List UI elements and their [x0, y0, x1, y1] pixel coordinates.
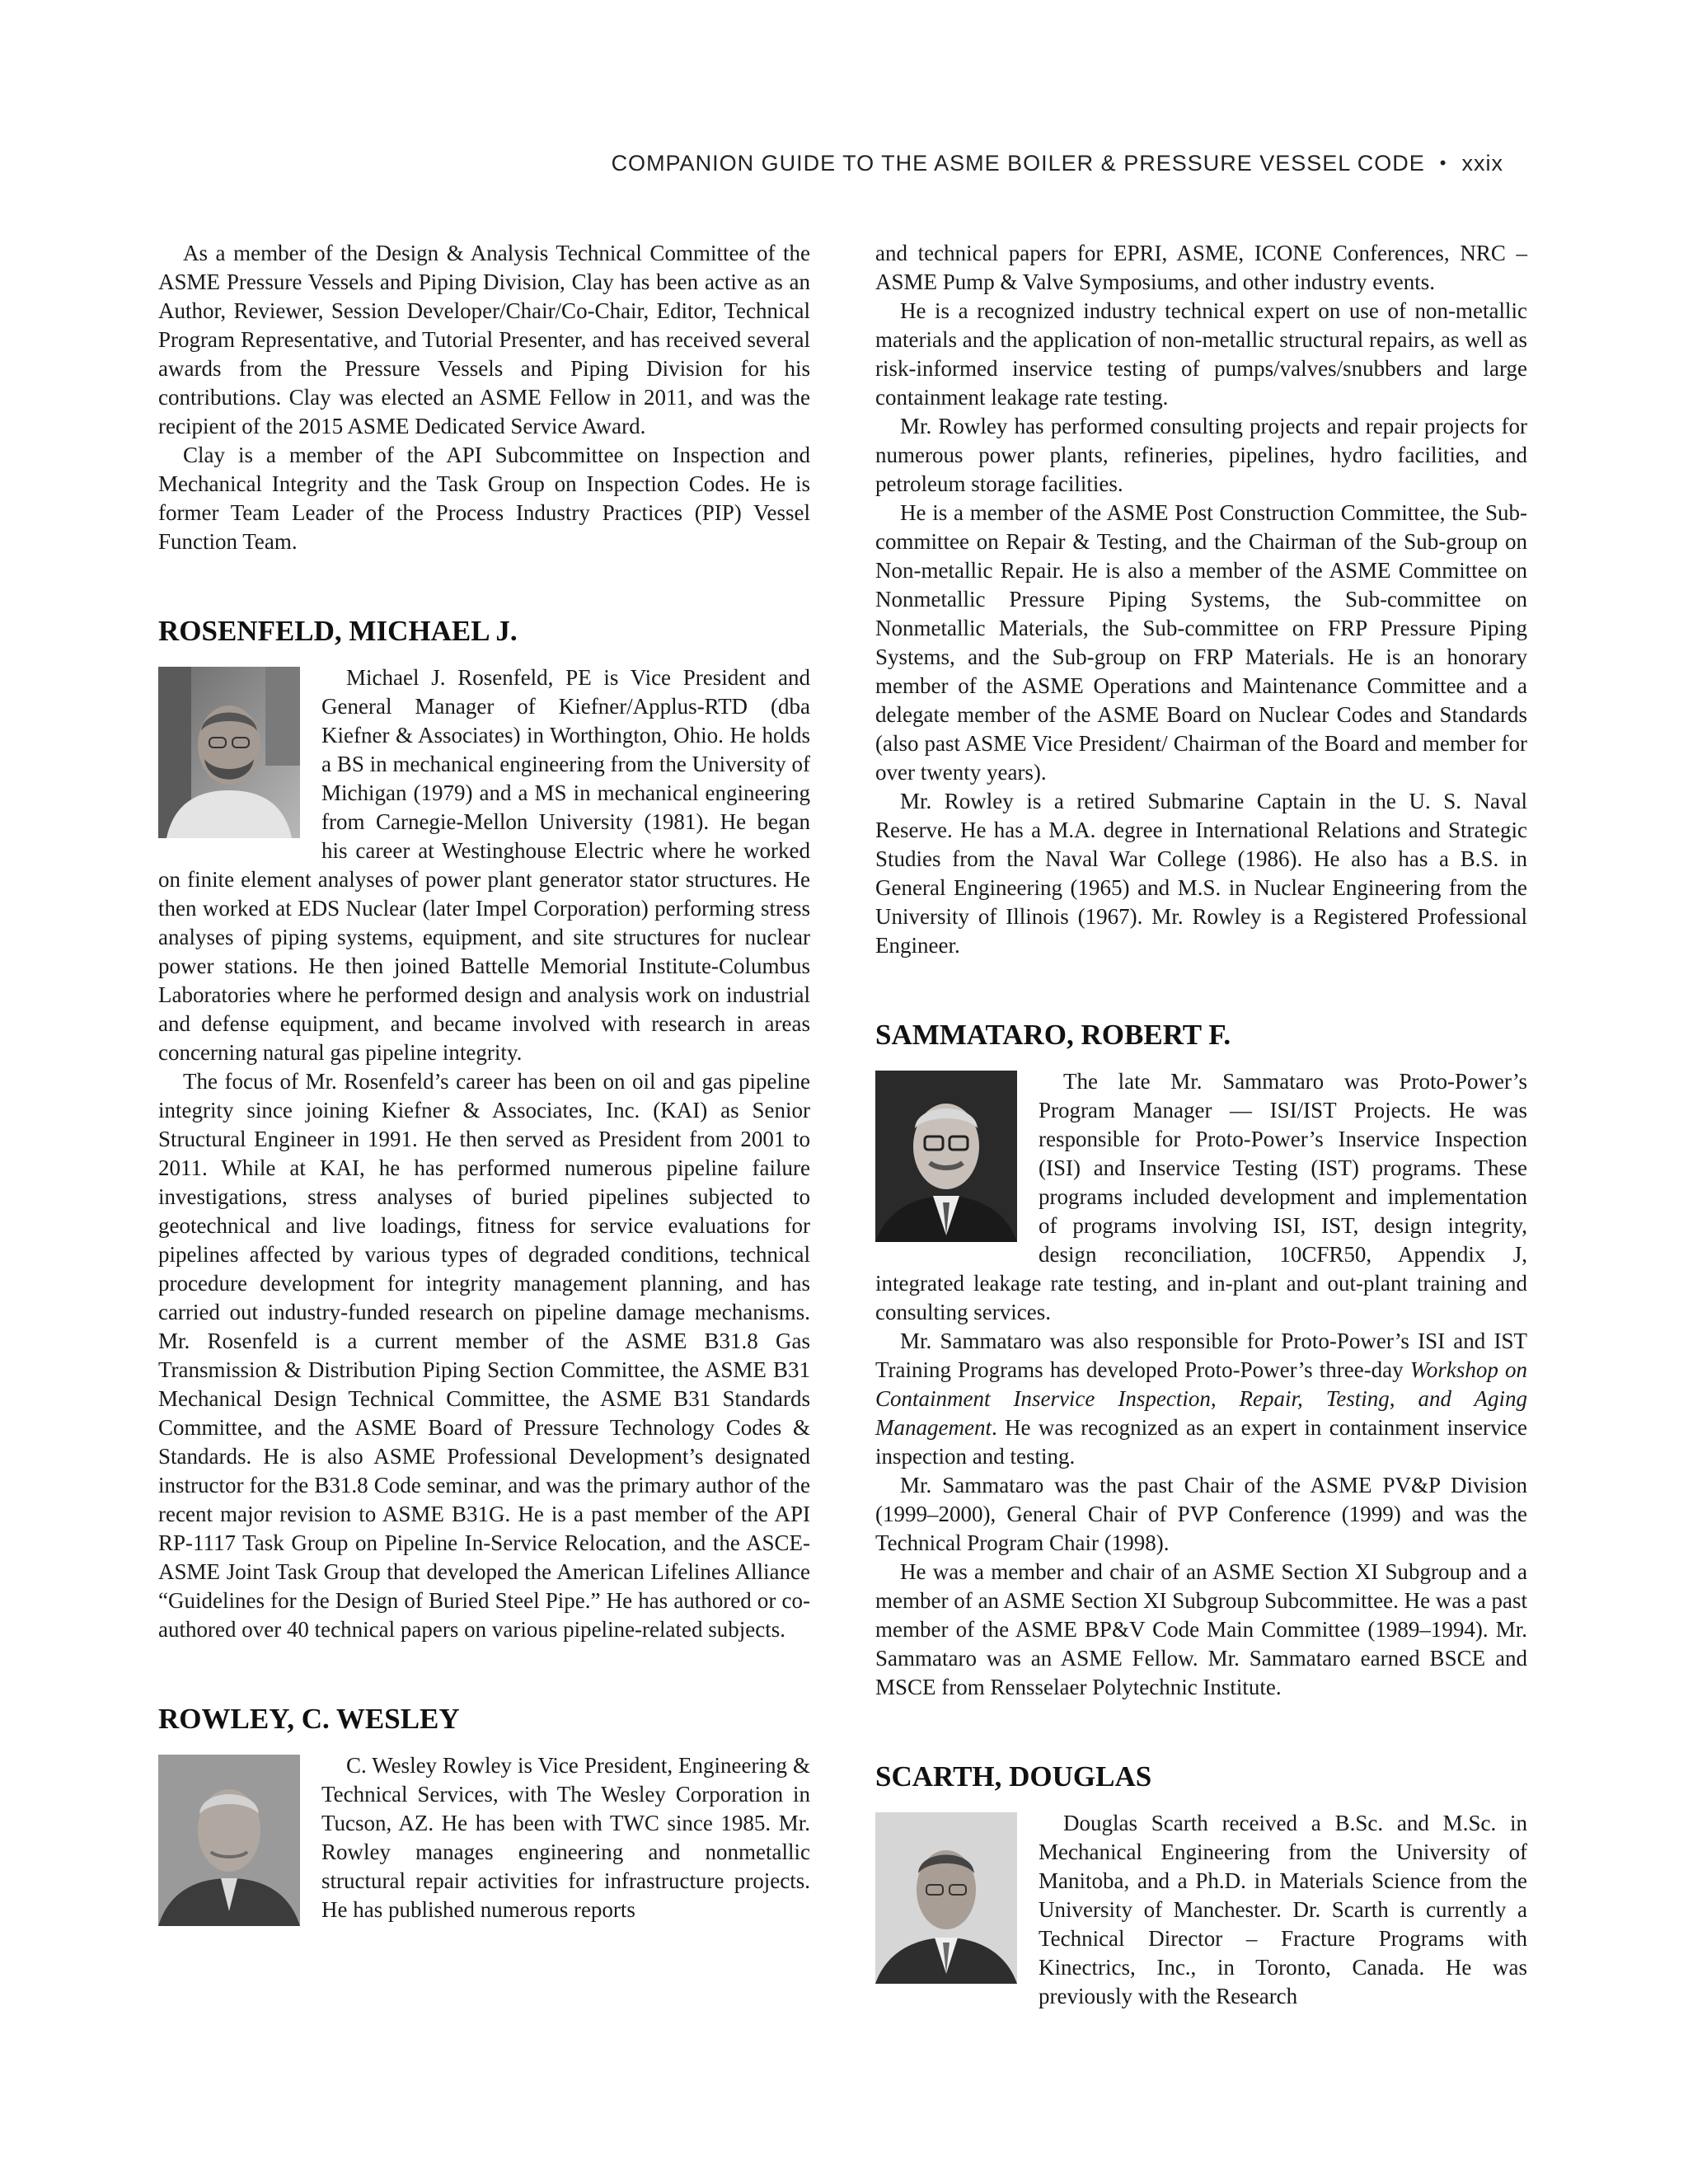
- paragraph: The late Mr. Sammataro was Proto-Power’s Program Manager — ISI/IST Projects. He was responsible for Proto-Power’s Inservice Inspection (ISI) and Inservice Testing (IST) programs. These programs included development and implementation of programs involving ISI, IST, design integrity, design reconciliation, 10CFR50, Appendix J, integrated leakage rate testing, and in-plant and out-plant training and consulting services.: [875, 1069, 1527, 1324]
- paragraph: Mr. Rowley has performed consulting projects and repair projects for numerous power plants, refineries, pipelines, hydro facilities, and petroleum storage facilities.: [875, 414, 1527, 496]
- bio-heading-scarth: SCARTH, DOUGLAS: [875, 1760, 1152, 1793]
- portrait-photo-sammataro: [875, 1071, 1017, 1242]
- portrait-photo-rowley: [158, 1755, 300, 1926]
- portrait-photo-scarth: [875, 1812, 1017, 1984]
- paragraph: Mr. Rowley is a retired Submarine Captain in the U. S. Naval Reserve. He has a M.A. degree in International Relations and Strategic Studies from the Naval War College (1986). He also has a B.S. in General Engineering (1965) and M.S. in Nuclear Engineering from the University of Illinois (1967). Mr. Rowley is a Registered Professional Engineer.: [875, 789, 1527, 958]
- running-header: [612, 151, 1503, 176]
- header-separator: •: [1439, 152, 1447, 173]
- bio-heading-rosenfeld: ROSENFELD, MICHAEL J.: [158, 615, 518, 647]
- bio-heading-sammataro: SAMMATARO, ROBERT F.: [875, 1019, 1231, 1051]
- paragraph: The focus of Mr. Rosenfeld’s career has been on oil and gas pipeline integrity since joining Kiefner & Associates, Inc. (KAI) as Senior Structural Engineer in 1991. He then served as President from 2001 to 2011. While at KAI, he has performed numerous pipeline failure investigations, stress analyses of buried pipelines subjected to geotechnical and live loadings, fitness for service evaluations for pipelines affected by various types of degraded conditions, technical procedure development for integrity management planning, and has carried out industry-funded research on pipeline damage mechanisms. Mr. Rosenfeld is a current member of the ASME B31.8 Gas Transmission & Distribution Piping Section Committee, the ASME B31 Mechanical Design Technical Committee, the ASME B31 Standards Committee, and the ASME Board of Pressure Technology Codes & Standards. He is also ASME Professional Development’s designated instructor for the B31.8 Code seminar, and was the primary author of the recent major revision to ASME B31G. He is a past member of the API RP-1117 Task Group on Pipeline In-Service Relocation, and the ASCE-ASME Joint Task Group that developed the American Lifelines Alliance “Guidelines for the Design of Buried Steel Pipe.” He has authored or co-authored over 40 technical papers on various pipeline-related subjects.: [158, 1069, 810, 1642]
- right-column: [875, 239, 1527, 2011]
- text-run: Mr. Sammataro was also responsible for Proto-Power’s ISI and IST Training Programs has developed Proto-Power’s three-day: [875, 1329, 1527, 1382]
- paragraph: Michael J. Rosenfeld, PE is Vice President and General Manager of Kiefner/Applus-RTD (dba Kiefner & Associates) in Worthington, Ohio. He holds a BS in mechanical engineering from the University of Michigan (1979) and a MS in mechanical engineering from Carnegie-Mellon University (1981). He began his career at Westinghouse Electric where he worked on finite element analyses of power plant generator stator structures. He then worked at EDS Nuclear (later Impel Corporation) performing stress analyses of piping systems, equipment, and site structures for nuclear power stations. He then joined Battelle Memorial Institute-Columbus Laboratories where he performed design and analysis work on industrial and defense equipment, and became involved with research in areas concerning natural gas pipeline integrity.: [158, 665, 810, 1065]
- paragraph: [875, 1327, 1527, 1471]
- paragraph: and technical papers for EPRI, ASME, ICONE Conferences, NRC – ASME Pump & Valve Symposiums, and other industry events.: [875, 241, 1527, 294]
- bio-scarth: [875, 1809, 1527, 2011]
- paragraph: He is a member of the ASME Post Construction Committee, the Sub-committee on Repair & Testing, and the Chairman of the Sub-group on Non-metallic Repair. He is also a member of the ASME Committee on Nonmetallic Pressure Piping Systems, the Sub-committee on Nonmetallic Materials, the Sub-committee on FRP Pressure Piping Systems, and the Sub-group on FRP Materials. He is an honorary member of the ASME Operations and Maintenance Committee and a delegate member of the ASME Board on Nuclear Codes and Standards (also past ASME Vice President/ Chairman of the Board and member for over twenty years).: [875, 500, 1527, 785]
- paragraph: C. Wesley Rowley is Vice President, Engineering & Technical Services, with The Wesley Corporation in Tucson, AZ. He has been with TWC since 1985. Mr. Rowley manages engineering and nonmetallic structural repair activities for infrastructure projects. He has published numerous reports: [321, 1753, 810, 1922]
- running-title: COMPANION GUIDE TO THE ASME BOILER & PRESSURE VESSEL CODE: [611, 151, 1425, 176]
- paragraph: He was a member and chair of an ASME Section XI Subgroup and a member of an ASME Section XI Subgroup Subcommittee. He was a past member of the ASME BP&V Code Main Committee (1989–1994). Mr. Sammataro was an ASME Fellow. Mr. Sammataro earned BSCE and MSCE from Rensselaer Polytechnic Institute.: [875, 1559, 1527, 1699]
- text-run: . He was recognized as an expert in containment inservice inspection and testing.: [875, 1415, 1527, 1469]
- bio-rosenfeld: [158, 663, 810, 1644]
- bio-heading-rowley: ROWLEY, C. WESLEY: [158, 1703, 460, 1735]
- paragraph: As a member of the Design & Analysis Technical Committee of the ASME Pressure Vessels and Piping Division, Clay has been active as an Author, Reviewer, Session Developer/Chair/Co-Chair, Editor, Technical Program Representative, and Tutorial Presenter, and has received several awards from the Pressure Vessels and Piping Division for his contributions. Clay was elected an ASME Fellow in 2011, and was the recipient of the 2015 ASME Dedicated Service Award.: [158, 241, 810, 438]
- paragraph: Clay is a member of the API Subcommittee on Inspection and Mechanical Integrity and the Task Group on Inspection Codes. He is former Team Leader of the Process Industry Practices (PIP) Vessel Function Team.: [158, 443, 810, 554]
- workshop-title: Workshop on Containment Inservice Inspection, Repair, Testing, and Aging Management: [875, 1357, 1527, 1440]
- bio-rowley: [158, 1751, 810, 1934]
- paragraph: He is a recognized industry technical expert on use of non-metallic materials and the application of non-metallic structural repairs, as well as risk-informed inservice testing of pumps/valves/snubbers and large containment leakage rate testing.: [875, 298, 1527, 410]
- paragraph: Douglas Scarth received a B.Sc. and M.Sc. in Mechanical Engineering from the University of Manitoba, and a Ph.D. in Materials Science from the University of Manchester. Dr. Scarth is currently a Technical Director – Fracture Programs with Kinectrics, Inc., in Toronto, Canada. He was previously with the Research: [1039, 1811, 1527, 2008]
- left-column: [158, 239, 810, 1934]
- bio-sammataro: [875, 1067, 1527, 1702]
- paragraph: Mr. Sammataro was the past Chair of the ASME PV&P Division (1999–2000), General Chair of PVP Conference (1999) and was the Technical Program Chair (1998).: [875, 1473, 1527, 1555]
- portrait-photo-rosenfeld: [158, 667, 300, 838]
- page-number: xxix: [1461, 151, 1503, 176]
